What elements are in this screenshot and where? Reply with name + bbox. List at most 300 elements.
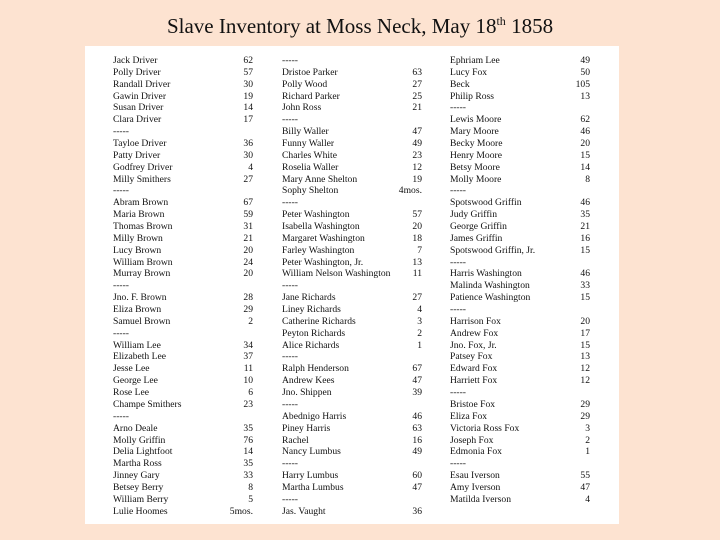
person-age: 15 (580, 292, 590, 304)
person-name: ----- (282, 398, 298, 410)
inventory-row (113, 245, 263, 257)
inventory-row (450, 233, 590, 245)
page-title (0, 14, 720, 39)
person-age: 20 (580, 138, 590, 150)
person-name: ----- (450, 458, 466, 470)
person-name: Rachel (282, 434, 309, 446)
inventory-row (113, 221, 263, 233)
person-age: 34 (243, 339, 253, 351)
inventory-row (113, 351, 263, 363)
person-age: 10 (243, 375, 253, 387)
person-name: Peter Washington (282, 209, 350, 221)
person-age: 105 (575, 78, 590, 90)
person-age: 30 (243, 78, 253, 90)
person-name: Funny Waller (282, 138, 335, 150)
person-age: 29 (580, 398, 590, 410)
inventory-row (282, 446, 422, 458)
person-age: 35 (243, 458, 253, 470)
inventory-row (113, 387, 263, 399)
person-name: George Lee (113, 375, 158, 387)
inventory-row (450, 363, 590, 375)
person-name: Abram Brown (113, 197, 169, 209)
person-name: Isabella Washington (282, 221, 360, 233)
inventory-column-3 (450, 55, 590, 506)
person-age: 13 (580, 90, 590, 102)
person-name: Harriett Fox (450, 375, 498, 387)
inventory-row (113, 304, 263, 316)
person-name: Malinda Washington (450, 280, 530, 292)
inventory-row (282, 375, 422, 387)
inventory-row (450, 221, 590, 233)
person-name: Andrew Fox (450, 327, 499, 339)
person-name: Catherine Richards (282, 315, 356, 327)
person-name: Philip Ross (450, 90, 494, 102)
person-name: Jesse Lee (113, 363, 150, 375)
person-age: 12 (580, 375, 590, 387)
inventory-row (282, 363, 422, 375)
person-age: 13 (580, 351, 590, 363)
inventory-row (113, 150, 263, 162)
inventory-row (113, 458, 263, 470)
person-name: Edward Fox (450, 363, 498, 375)
person-name: Lulie Hoomes (113, 505, 168, 517)
inventory-row (450, 138, 590, 150)
inventory-row (450, 328, 590, 340)
inventory-row (282, 79, 422, 91)
inventory-row (450, 162, 590, 174)
person-name: Alice Richards (282, 339, 340, 351)
person-name: Patsey Fox (450, 351, 493, 363)
person-age: 33 (580, 280, 590, 292)
inventory-row (282, 340, 422, 352)
person-name: Eliza Brown (113, 304, 162, 316)
inventory-row (450, 292, 590, 304)
person-age: 4 (417, 304, 422, 316)
inventory-row (113, 292, 263, 304)
person-age: 47 (412, 126, 422, 138)
inventory-row (450, 126, 590, 138)
person-age: 50 (580, 66, 590, 78)
person-name: ----- (113, 126, 129, 138)
person-name: Champe Smithers (113, 398, 182, 410)
person-age: 13 (412, 256, 422, 268)
person-age: 60 (412, 470, 422, 482)
inventory-row (113, 482, 263, 494)
person-age: 37 (243, 351, 253, 363)
person-age: 20 (412, 221, 422, 233)
person-age: 62 (580, 114, 590, 126)
inventory-row (450, 435, 590, 447)
person-name: Jack Driver (113, 55, 158, 66)
inventory-row (282, 482, 422, 494)
separator-row (282, 351, 422, 363)
person-name: Harry Lumbus (282, 470, 339, 482)
person-age: 47 (580, 481, 590, 493)
person-name: ----- (113, 327, 129, 339)
separator-row (113, 328, 263, 340)
person-name: Betsy Moore (450, 161, 500, 173)
person-name: William Nelson Washington (282, 268, 391, 280)
person-age: 2 (417, 327, 422, 339)
person-age: 63 (412, 66, 422, 78)
person-name: Samuel Brown (113, 315, 171, 327)
person-name: Lewis Moore (450, 114, 502, 126)
inventory-row (113, 340, 263, 352)
inventory-row (450, 494, 590, 506)
person-age: 8 (585, 173, 590, 185)
person-name: Matilda Iverson (450, 493, 512, 505)
person-name: Billy Waller (282, 126, 329, 138)
separator-row (113, 411, 263, 423)
person-age: 20 (243, 244, 253, 256)
person-name: Godfrey Driver (113, 161, 173, 173)
inventory-row (282, 245, 422, 257)
title-superscript: th (496, 14, 506, 28)
person-age: 12 (412, 161, 422, 173)
person-age: 19 (243, 90, 253, 102)
person-age: 63 (412, 422, 422, 434)
inventory-row (113, 423, 263, 435)
inventory-document (85, 46, 619, 524)
inventory-row (113, 316, 263, 328)
person-name: Lucy Fox (450, 66, 488, 78)
person-age: 11 (243, 363, 253, 375)
person-name: James Griffin (450, 232, 503, 244)
inventory-row (450, 340, 590, 352)
inventory-row (113, 257, 263, 269)
inventory-row (450, 423, 590, 435)
person-age: 27 (243, 173, 253, 185)
person-name: Esau Iverson (450, 470, 500, 482)
person-name: ----- (450, 256, 466, 268)
inventory-row (113, 399, 263, 411)
inventory-row (282, 102, 422, 114)
person-age: 5 (248, 493, 253, 505)
inventory-row (113, 506, 263, 518)
person-name: ----- (113, 280, 129, 292)
person-name: Thomas Brown (113, 221, 173, 233)
inventory-row (113, 197, 263, 209)
inventory-row (113, 174, 263, 186)
person-name: Eliza Fox (450, 410, 488, 422)
inventory-row (113, 114, 263, 126)
inventory-row (282, 150, 422, 162)
person-name: Charles White (282, 149, 337, 161)
separator-row (450, 304, 590, 316)
person-name: Victoria Ross Fox (450, 422, 520, 434)
person-age: 67 (412, 363, 422, 375)
person-age: 29 (580, 410, 590, 422)
person-age: 46 (580, 197, 590, 209)
person-age: 24 (243, 256, 253, 268)
person-name: Mary Anne Shelton (282, 173, 358, 185)
person-age: 57 (243, 66, 253, 78)
person-age: 76 (243, 434, 253, 446)
person-age: 4 (248, 161, 253, 173)
inventory-row (282, 174, 422, 186)
inventory-row (282, 316, 422, 328)
inventory-column-1 (113, 55, 263, 518)
inventory-row (282, 221, 422, 233)
person-age: 5mos. (229, 505, 253, 517)
person-age: 20 (243, 268, 253, 280)
person-name: John Ross (282, 102, 322, 114)
inventory-row (113, 435, 263, 447)
separator-row (282, 197, 422, 209)
person-name: ----- (282, 493, 298, 505)
separator-row (450, 387, 590, 399)
person-age: 47 (412, 481, 422, 493)
separator-row (113, 126, 263, 138)
person-name: Arno Deale (113, 422, 158, 434)
inventory-row (113, 363, 263, 375)
inventory-row (282, 304, 422, 316)
person-name: Jinney Gary (113, 470, 160, 482)
person-age: 14 (243, 102, 253, 114)
person-name: ----- (450, 102, 466, 114)
person-name: Henry Moore (450, 149, 502, 161)
inventory-row (282, 138, 422, 150)
person-name: Randall Driver (113, 78, 171, 90)
inventory-row (113, 55, 263, 67)
inventory-row (282, 423, 422, 435)
person-name: ----- (282, 351, 298, 363)
person-name: Jno. F. Brown (113, 292, 167, 304)
person-age: 31 (243, 221, 253, 233)
inventory-row (113, 446, 263, 458)
person-name: ----- (282, 280, 298, 292)
person-age: 57 (412, 209, 422, 221)
person-name: Murray Brown (113, 268, 171, 280)
person-age: 8 (248, 481, 253, 493)
person-age: 27 (412, 78, 422, 90)
person-age: 17 (243, 114, 253, 126)
person-age: 27 (412, 292, 422, 304)
inventory-row (282, 470, 422, 482)
person-name: Richard Parker (282, 90, 340, 102)
person-name: Bristoe Fox (450, 398, 496, 410)
inventory-row (113, 102, 263, 114)
person-age: 19 (412, 173, 422, 185)
person-name: Jno. Fox, Jr. (450, 339, 497, 351)
person-age: 16 (580, 232, 590, 244)
person-name: ----- (450, 304, 466, 316)
person-name: Jas. Vaught (282, 505, 326, 517)
inventory-row (113, 138, 263, 150)
person-age: 7 (417, 244, 422, 256)
person-name: Milly Brown (113, 232, 163, 244)
inventory-row (450, 316, 590, 328)
inventory-row (113, 375, 263, 387)
inventory-row (450, 114, 590, 126)
person-age: 59 (243, 209, 253, 221)
inventory-row (450, 91, 590, 103)
person-age: 30 (243, 149, 253, 161)
person-name: Farley Washington (282, 244, 355, 256)
inventory-row (282, 233, 422, 245)
person-name: Piney Harris (282, 422, 331, 434)
person-age: 46 (580, 126, 590, 138)
inventory-row (450, 174, 590, 186)
inventory-row (282, 185, 422, 197)
person-name: ----- (450, 185, 466, 197)
person-age: 49 (412, 446, 422, 458)
person-name: Delia Lightfoot (113, 446, 173, 458)
inventory-row (450, 351, 590, 363)
person-name: ----- (282, 55, 298, 66)
person-name: William Berry (113, 493, 169, 505)
person-age: 33 (243, 470, 253, 482)
person-name: Lucy Brown (113, 244, 162, 256)
separator-row (450, 257, 590, 269)
person-name: Peyton Richards (282, 327, 346, 339)
person-age: 35 (580, 209, 590, 221)
person-age: 20 (580, 315, 590, 327)
inventory-row (282, 209, 422, 221)
person-age: 16 (412, 434, 422, 446)
person-name: Margaret Washington (282, 232, 365, 244)
person-name: Elizabeth Lee (113, 351, 166, 363)
inventory-row (450, 197, 590, 209)
person-name: Spotswood Griffin, Jr. (450, 244, 536, 256)
person-name: ----- (282, 114, 298, 126)
inventory-row (113, 67, 263, 79)
person-name: Dristoe Parker (282, 66, 338, 78)
person-name: Peter Washington, Jr. (282, 256, 364, 268)
inventory-row (450, 55, 590, 67)
person-age: 36 (412, 505, 422, 517)
inventory-row (113, 470, 263, 482)
person-age: 36 (243, 138, 253, 150)
inventory-row (282, 268, 422, 280)
person-age: 15 (580, 339, 590, 351)
person-name: Martha Lumbus (282, 481, 344, 493)
person-name: Roselia Waller (282, 161, 339, 173)
inventory-row (282, 292, 422, 304)
person-name: Spotswood Griffin (450, 197, 522, 209)
person-name: Molly Moore (450, 173, 502, 185)
person-name: Martha Ross (113, 458, 162, 470)
person-name: Milly Smithers (113, 173, 171, 185)
person-age: 49 (580, 55, 590, 66)
inventory-row (450, 399, 590, 411)
inventory-row (282, 411, 422, 423)
person-name: Beck (450, 78, 470, 90)
inventory-row (282, 126, 422, 138)
inventory-row (450, 245, 590, 257)
inventory-row (113, 209, 263, 221)
person-age: 4 (585, 493, 590, 505)
inventory-row (450, 209, 590, 221)
inventory-row (450, 268, 590, 280)
title-text: Slave Inventory at Moss Neck, May 18 (166, 14, 497, 38)
person-name: Harrison Fox (450, 315, 501, 327)
person-name: ----- (113, 185, 129, 197)
person-name: William Lee (113, 339, 161, 351)
separator-row (282, 458, 422, 470)
inventory-row (282, 387, 422, 399)
person-name: Molly Griffin (113, 434, 166, 446)
person-age: 3 (585, 422, 590, 434)
person-name: Jane Richards (282, 292, 336, 304)
person-name: Abednigo Harris (282, 410, 347, 422)
inventory-row (113, 494, 263, 506)
title-year: 1858 (511, 14, 554, 38)
person-age: 55 (580, 470, 590, 482)
inventory-row (450, 411, 590, 423)
separator-row (282, 55, 422, 67)
person-age: 12 (580, 363, 590, 375)
person-age: 46 (412, 410, 422, 422)
person-name: Harris Washington (450, 268, 522, 280)
person-age: 49 (412, 138, 422, 150)
inventory-row (113, 268, 263, 280)
person-age: 21 (580, 221, 590, 233)
person-age: 39 (412, 387, 422, 399)
person-name: Jno. Shippen (282, 387, 332, 399)
person-name: Edmonia Fox (450, 446, 502, 458)
person-name: Amy Iverson (450, 481, 501, 493)
person-name: William Brown (113, 256, 173, 268)
inventory-column-2 (282, 55, 422, 518)
person-age: 2 (585, 434, 590, 446)
person-name: Liney Richards (282, 304, 341, 316)
inventory-row (450, 67, 590, 79)
person-name: Judy Griffin (450, 209, 497, 221)
person-age: 25 (412, 90, 422, 102)
person-age: 46 (580, 268, 590, 280)
separator-row (282, 114, 422, 126)
person-age: 15 (580, 149, 590, 161)
person-name: Andrew Kees (282, 375, 335, 387)
separator-row (282, 399, 422, 411)
person-age: 47 (412, 375, 422, 387)
person-name: Joseph Fox (450, 434, 494, 446)
person-age: 23 (243, 398, 253, 410)
person-name: Polly Driver (113, 66, 161, 78)
person-name: Patience Washington (450, 292, 531, 304)
person-age: 62 (243, 55, 253, 66)
person-name: Clara Driver (113, 114, 162, 126)
person-age: 3 (417, 315, 422, 327)
person-name: Polly Wood (282, 78, 328, 90)
person-age: 35 (243, 422, 253, 434)
person-age: 6 (248, 387, 253, 399)
inventory-row (282, 435, 422, 447)
person-age: 14 (243, 446, 253, 458)
separator-row (282, 280, 422, 292)
person-name: ----- (450, 387, 466, 399)
inventory-row (282, 91, 422, 103)
inventory-row (113, 162, 263, 174)
person-age: 21 (412, 102, 422, 114)
inventory-row (282, 67, 422, 79)
person-age: 18 (412, 232, 422, 244)
person-age: 4mos. (398, 185, 422, 197)
person-name: Betsey Berry (113, 481, 164, 493)
separator-row (113, 280, 263, 292)
inventory-row (450, 482, 590, 494)
person-age: 2 (248, 315, 253, 327)
person-age: 67 (243, 197, 253, 209)
person-name: Maria Brown (113, 209, 165, 221)
separator-row (450, 458, 590, 470)
person-name: Ephriam Lee (450, 55, 500, 66)
person-name: Patty Driver (113, 149, 161, 161)
person-name: ----- (282, 458, 298, 470)
person-name: Sophy Shelton (282, 185, 339, 197)
inventory-row (450, 470, 590, 482)
